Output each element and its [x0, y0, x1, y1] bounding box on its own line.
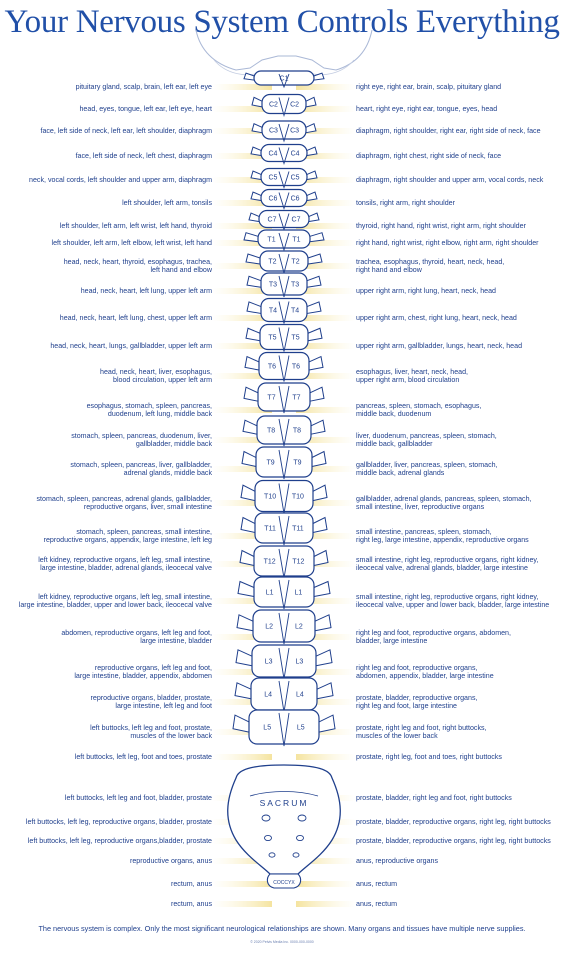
vertebra-label: C7	[291, 216, 301, 224]
label-line: duodenum, left lung, middle back	[107, 410, 212, 418]
label-line: right leg, large intestine, appendix, reproductive organs	[356, 536, 529, 544]
right-nerve-label	[356, 664, 494, 681]
label-line: right hand, right wrist, right elbow, right arm, right shoulder	[356, 238, 539, 247]
label-line: head, neck, heart, left lung, chest, upper left arm	[59, 313, 212, 322]
vertebra-l4	[235, 678, 333, 712]
vertebra-label: L3	[264, 658, 273, 666]
right-nerve-label	[356, 495, 532, 512]
label-line: stomach, spleen, pancreas, adrenal glands, gallbladder,	[36, 494, 212, 503]
vertebra-label: T3	[268, 281, 278, 289]
label-line: diaphragm, right chest, right side of neck, face	[356, 151, 502, 160]
left-nerve-label	[71, 432, 212, 449]
right-nerve-label	[356, 176, 543, 184]
label-line: reproductive organs, appendix, large intestine, left leg	[43, 536, 212, 544]
vertebra-label: L2	[265, 623, 274, 631]
label-line: prostate, right leg, foot and toes, right buttocks	[356, 752, 502, 761]
left-nerve-label	[91, 694, 212, 711]
label-line: stomach, spleen, pancreas, duodenum, liver,	[71, 431, 212, 440]
vertebra-c4	[251, 145, 317, 164]
right-nerve-label	[356, 794, 512, 802]
vertebra-label: T10	[264, 493, 277, 501]
label-line: upper right arm, chest, right lung, heart, neck, head	[356, 313, 517, 322]
vertebra-label: C4	[290, 150, 300, 158]
right-nerve-label	[356, 314, 517, 322]
label-line: left shoulder, left arm, left elbow, left wrist, left hand	[51, 238, 212, 247]
vertebra-label: C4	[268, 150, 278, 158]
right-nerve-label	[356, 837, 551, 845]
right-nerve-label	[356, 239, 539, 247]
label-line: left kidney, reproductive organs, left leg, small intestine,	[38, 592, 212, 601]
vertebra-label: C3	[290, 127, 300, 135]
vertebra-t11	[241, 513, 327, 545]
label-line: esophagus, liver, heart, neck, head,	[356, 367, 468, 376]
left-nerve-label	[100, 368, 212, 385]
coccyx-label: COCCYX	[273, 880, 295, 886]
vertebra-label: C6	[268, 195, 278, 203]
vertebra-label: T9	[266, 459, 275, 467]
vertebra-label: T12	[263, 558, 276, 566]
label-line: right leg and foot, reproductive organs,	[356, 663, 478, 672]
label-line: small intestine, liver, reproductive organs	[356, 503, 485, 511]
left-nerve-label	[79, 105, 212, 113]
vertebra-label: T9	[293, 459, 302, 467]
label-line: upper right arm, gallbladder, lungs, heart, neck, head	[356, 341, 523, 350]
vertebra-l5	[233, 710, 335, 746]
right-nerve-label	[356, 900, 397, 908]
vertebra-label: C5	[268, 174, 278, 182]
right-nerve-label	[356, 724, 487, 741]
coccyx-bone	[267, 874, 300, 888]
right-nerve-label	[356, 880, 397, 888]
left-nerve-label	[130, 857, 212, 865]
vertebra-label: L2	[294, 623, 303, 631]
label-line: liver, duodenum, pancreas, spleen, stomach,	[356, 431, 497, 440]
left-nerve-label	[76, 83, 212, 91]
vertebra-label: T1	[267, 236, 276, 244]
label-line: anus, rectum	[356, 899, 398, 908]
label-line: left buttocks, left leg and foot, bladder, prostate	[64, 793, 212, 802]
label-line: muscles of the lower back	[356, 732, 438, 740]
vertebra-label: C3	[268, 127, 278, 135]
nerve-band-left	[212, 754, 272, 760]
vertebra-label: L5	[296, 724, 305, 732]
label-line: abdomen, reproductive organs, left leg and foot,	[61, 628, 212, 637]
label-line: large intestine, bladder	[140, 637, 212, 645]
left-nerve-label	[50, 342, 212, 350]
label-line: head, eyes, tongue, left ear, left eye, heart	[79, 104, 212, 113]
right-nerve-label	[356, 127, 541, 135]
label-line: anus, rectum	[356, 879, 398, 888]
label-line: trachea, esophagus, thyroid, heart, neck, head,	[356, 257, 505, 266]
label-line: pituitary gland, scalp, brain, left ear, left eye	[75, 82, 212, 91]
vertebra-t9	[242, 447, 326, 479]
label-line: left buttocks, left leg and foot, prostate,	[90, 723, 212, 732]
left-nerve-label	[52, 239, 212, 247]
right-nerve-label	[356, 753, 502, 761]
vertebra-t12	[240, 546, 328, 578]
label-line: blood circulation, upper left arm	[113, 376, 212, 384]
right-nerve-label	[356, 629, 511, 646]
left-nerve-label	[37, 495, 213, 512]
nerve-band	[212, 901, 356, 907]
label-line: adrenal glands, middle back	[123, 469, 212, 477]
label-line: neck, vocal cords, left shoulder and upper arm, diaphragm	[29, 175, 212, 184]
label-line: large intestine, bladder, adrenal glands, ileocecal valve	[40, 564, 212, 572]
vertebra-label: L1	[294, 589, 303, 597]
left-nerve-label	[171, 900, 212, 908]
vertebra-label: C2	[290, 101, 300, 109]
label-line: left buttocks, left leg, foot and toes, prostate	[74, 752, 212, 761]
label-line: head, neck, heart, liver, esophagus,	[100, 367, 212, 376]
right-nerve-label	[356, 556, 538, 573]
label-line: middle back, adrenal glands	[356, 469, 445, 477]
right-nerve-label	[356, 342, 522, 350]
right-nerve-label	[356, 83, 501, 91]
vertebra-label: T7	[292, 394, 301, 402]
label-line: pancreas, spleen, stomach, esophagus,	[356, 401, 482, 410]
label-line: right eye, right ear, brain, scalp, pituitary gland	[356, 82, 502, 91]
nerve-band-right	[296, 754, 356, 760]
nerve-band-left	[212, 901, 272, 907]
label-line: gallbladder, liver, pancreas, spleen, stomach,	[356, 460, 498, 469]
vertebra-label: T12	[292, 558, 305, 566]
vertebra-label: L4	[295, 691, 304, 699]
left-nerve-label	[171, 880, 212, 888]
label-line: prostate, bladder, right leg and foot, right buttocks	[356, 793, 512, 802]
label-line: left buttocks, left leg, reproductive organs,bladder, prostate	[27, 836, 212, 845]
copyright-line: © 2020 Pelvis Media Inc. 0000-000-0000	[250, 940, 314, 944]
label-line: right leg and foot, large intestine	[356, 702, 457, 710]
vertebra-t10	[241, 481, 327, 514]
label-line: ileocecal valve, adrenal glands, bladder, large intestine	[356, 564, 528, 572]
vertebra-c2	[252, 95, 316, 116]
vertebra-label: L1	[265, 589, 274, 597]
vertebra-label: T4	[290, 307, 300, 315]
right-nerve-label	[356, 287, 496, 295]
label-line: middle back, duodenum	[356, 410, 432, 418]
label-line: upper right arm, right lung, heart, neck, head	[356, 286, 496, 295]
left-nerve-label	[75, 753, 212, 761]
right-nerve-label	[356, 152, 501, 160]
vertebra-label: C6	[290, 195, 300, 203]
label-line: stomach, spleen, pancreas, liver, gallbladder,	[70, 460, 212, 469]
left-nerve-label	[122, 199, 212, 207]
label-line: stomach, spleen, pancreas, small intestine,	[76, 527, 212, 536]
label-line: middle back, gallbladder	[356, 440, 433, 448]
right-nerve-label	[356, 857, 438, 865]
right-nerve-label	[356, 368, 468, 385]
left-nerve-label	[26, 818, 212, 826]
left-nerve-label	[65, 794, 212, 802]
vertebra-label: T11	[264, 525, 276, 533]
label-line: heart, right eye, right ear, tongue, eyes, head	[356, 104, 498, 113]
label-line: large intestine, bladder, appendix, abdomen	[74, 672, 212, 680]
label-line: tonsils, right arm, right shoulder	[356, 198, 455, 207]
left-nerve-label	[29, 176, 212, 184]
label-line: left buttocks, left leg, reproductive organs, bladder, prostate	[25, 817, 212, 826]
left-nerve-label	[19, 593, 212, 610]
left-nerve-label	[76, 152, 212, 160]
label-line: reproductive organs, left leg and foot,	[94, 663, 212, 672]
label-line: left hand and elbow	[150, 266, 212, 274]
left-nerve-label	[60, 314, 212, 322]
label-line: large intestine, bladder, upper and lower back, ileocecal valve	[18, 601, 212, 609]
label-line: prostate, bladder, reproductive organs,	[356, 693, 478, 702]
vertebra-label: T3	[290, 281, 300, 289]
vertebra-label: T5	[268, 334, 277, 342]
label-line: reproductive organs, bladder, prostate,	[90, 693, 212, 702]
poster-title: Your Nervous System Controls Everything	[4, 4, 560, 40]
left-nerve-label	[81, 287, 212, 295]
left-nerve-label	[60, 222, 212, 230]
label-line: left kidney, reproductive organs, left leg, small intestine,	[38, 555, 212, 564]
right-nerve-label	[356, 593, 549, 610]
vertebra-label: T11	[292, 525, 304, 533]
sacrum-bone	[228, 765, 341, 874]
vertebra-label: T7	[267, 394, 276, 402]
vertebra-label: T6	[267, 363, 277, 371]
nerve-band-right	[296, 901, 356, 907]
left-nerve-label	[28, 837, 212, 845]
left-nerve-label	[44, 528, 212, 545]
label-line: rectum, anus	[170, 899, 212, 908]
left-nerve-label	[74, 664, 212, 681]
label-line: head, neck, heart, left lung, upper left arm	[80, 286, 212, 295]
label-line: diaphragm, right shoulder and upper arm, vocal cords, neck	[356, 175, 544, 184]
label-line: thyroid, right hand, right wrist, right arm, right shoulder	[356, 221, 526, 230]
label-line: esophagus, stomach, spleen, pancreas,	[86, 401, 212, 410]
label-line: head, neck, heart, lungs, gallbladder, upper left arm	[50, 341, 212, 350]
right-nerve-label	[356, 105, 497, 113]
left-nerve-label	[87, 402, 212, 419]
footer-note: The nervous system is complex. Only the most significant neurological relationships are shown. Many organs and tissues have multiple nerve supplies.	[38, 924, 526, 933]
label-line: small intestine, pancreas, spleen, stomach,	[356, 527, 492, 536]
label-line: face, left side of neck, left chest, diaphragm	[75, 151, 212, 160]
label-line: bladder, large intestine	[356, 637, 428, 645]
left-nerve-label	[61, 629, 212, 646]
vertebra-label: T5	[291, 334, 300, 342]
right-nerve-label	[356, 461, 498, 478]
vertebra-label: T8	[292, 427, 302, 435]
nerve-band-left	[212, 881, 272, 887]
label-line: rectum, anus	[170, 879, 212, 888]
right-nerve-label	[356, 199, 455, 207]
label-line: left shoulder, left arm, tonsils	[122, 198, 212, 207]
vertebra-c3	[252, 121, 316, 141]
label-line: abdomen, appendix, bladder, large intestine	[356, 672, 494, 680]
vertebra-c5	[251, 169, 317, 188]
vertebra-label: T6	[291, 363, 301, 371]
label-line: muscles of the lower back	[130, 732, 212, 740]
label-line: diaphragm, right shoulder, right ear, right side of neck, face	[356, 126, 541, 135]
vertebra-label: L4	[264, 691, 273, 699]
vertebra-label: C1	[279, 75, 289, 83]
vertebra-label: C7	[267, 216, 277, 224]
label-line: head, neck, heart, thyroid, esophagus, trachea,	[63, 257, 212, 266]
vertebra-label: T1	[292, 236, 301, 244]
right-nerve-label	[356, 258, 504, 275]
vertebra-label: T4	[268, 307, 278, 315]
vertebra-label: T2	[291, 258, 300, 266]
skull-base-outline	[196, 30, 372, 75]
label-line: right hand and elbow	[356, 266, 422, 274]
label-line: reproductive organs, anus	[129, 856, 212, 865]
label-line: small intestine, right leg, reproductive organs, right kidney,	[356, 555, 539, 564]
label-line: reproductive organs, liver, small intestine	[83, 503, 212, 511]
vertebra-label: C2	[268, 101, 278, 109]
vertebra-label: C5	[290, 174, 300, 182]
left-nerve-label	[64, 258, 212, 275]
nerve-band	[212, 754, 356, 760]
label-line: anus, reproductive organs	[356, 856, 439, 865]
vertebra-label: T10	[291, 493, 304, 501]
label-line: prostate, right leg and foot, right buttocks,	[356, 723, 487, 732]
vertebra-label: L5	[263, 724, 272, 732]
left-nerve-label	[90, 724, 212, 741]
label-line: gallbladder, adrenal glands, pancreas, spleen, stomach,	[356, 494, 532, 503]
right-nerve-label	[356, 818, 551, 826]
sacrum-label: SACRUM	[259, 798, 309, 808]
label-line: right leg and foot, reproductive organs, abdomen,	[356, 628, 511, 637]
right-nerve-label	[356, 694, 477, 711]
label-line: prostate, bladder, reproductive organs, right leg, right buttocks	[356, 836, 551, 845]
label-line: ileocecal valve, upper and lower back, bladder, large intestine	[356, 601, 550, 609]
label-line: large intestine, left leg and foot	[115, 702, 212, 710]
label-line: prostate, bladder, reproductive organs, right leg, right buttocks	[356, 817, 551, 826]
right-nerve-label	[356, 222, 526, 230]
vertebra-label: T8	[266, 427, 276, 435]
right-nerve-label	[356, 402, 481, 419]
vertebra-t1	[244, 230, 324, 250]
nerve-band-right	[296, 881, 356, 887]
label-line: small intestine, right leg, reproductive organs, right kidney,	[356, 592, 539, 601]
label-line: face, left side of neck, left ear, left shoulder, diaphragm	[40, 126, 212, 135]
vertebra-t2	[246, 251, 322, 273]
label-line: gallbladder, middle back	[135, 440, 212, 448]
left-nerve-label	[70, 461, 212, 478]
label-line: left shoulder, left arm, left wrist, left hand, thyroid	[59, 221, 212, 230]
right-nerve-label	[356, 528, 529, 545]
left-nerve-label	[38, 556, 212, 573]
left-nerve-label	[40, 127, 212, 135]
right-nerve-label	[356, 432, 497, 449]
vertebra-l1	[238, 577, 330, 609]
vertebra-label: T2	[268, 258, 277, 266]
vertebra-label: L3	[295, 658, 304, 666]
label-line: upper right arm, blood circulation	[356, 376, 460, 384]
